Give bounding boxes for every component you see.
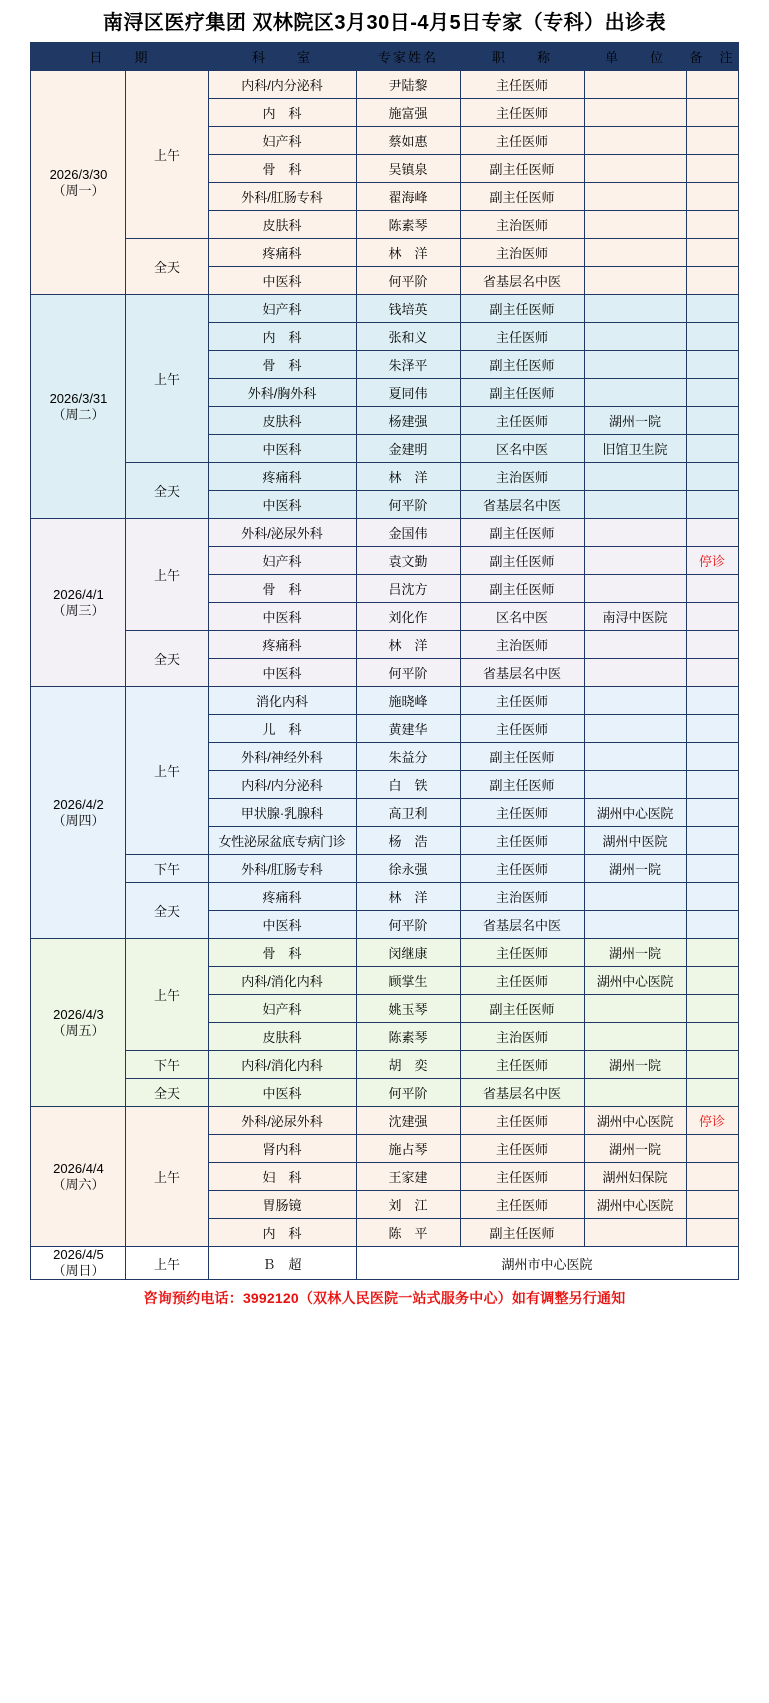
unit-cell: 湖州中心医院 [584,1191,686,1219]
dept-cell: 中医科 [208,603,356,631]
doctor-name-cell: 林 洋 [356,463,460,491]
status-badge: 停诊 [698,1114,725,1129]
dept-cell: 骨 科 [208,351,356,379]
weekday-value: （周五） [52,1022,105,1038]
session-cell: 下午 [126,1051,208,1079]
session-cell: 上午 [126,519,208,631]
dept-cell: 外科/胸外科 [208,379,356,407]
unit-cell: 湖州中心医院 [584,1107,686,1135]
doctor-title-cell: 主任医师 [460,127,584,155]
doctor-title-cell: 主任医师 [460,687,584,715]
dept-cell: 胃肠镜 [208,1191,356,1219]
note-cell [686,631,738,659]
dept-cell: 中医科 [208,267,356,295]
doctor-title-cell: 副主任医师 [460,295,584,323]
table-row [31,463,738,491]
doctor-name-cell: 何平阶 [356,659,460,687]
dept-cell: 妇产科 [208,127,356,155]
weekday-value: （周六） [52,1176,105,1192]
dept-cell: 中医科 [208,491,356,519]
col-header-note: 备 注 [686,43,738,71]
note-cell [686,575,738,603]
doctor-name-cell: 何平阶 [356,1079,460,1107]
note-cell [686,827,738,855]
unit-cell [584,155,686,183]
unit-cell [584,463,686,491]
doctor-title-cell: 区名中医 [460,603,584,631]
merged-info-cell: 湖州市中心医院 [356,1247,738,1280]
dept-cell: 女性泌尿盆底专病门诊 [208,827,356,855]
doctor-title-cell: 主任医师 [460,71,584,99]
table-row [31,1107,738,1135]
doctor-name-cell: 朱泽平 [356,351,460,379]
dept-cell: 骨 科 [208,575,356,603]
doctor-name-cell: 沈建强 [356,1107,460,1135]
table-row [31,687,738,715]
unit-cell: 湖州一院 [584,1051,686,1079]
dept-cell: 儿 科 [208,715,356,743]
note-cell [686,1219,738,1247]
doctor-name-cell: 夏同伟 [356,379,460,407]
note-cell [686,127,738,155]
note-cell [686,1051,738,1079]
weekday-value: （周二） [52,406,105,422]
doctor-title-cell: 主任医师 [460,855,584,883]
dept-cell: 中医科 [208,911,356,939]
doctor-title-cell: 主任医师 [460,1191,584,1219]
col-header-title: 职 称 [460,43,584,71]
doctor-title-cell: 副主任医师 [460,743,584,771]
note-cell [686,323,738,351]
note-cell [686,687,738,715]
note-cell [686,211,738,239]
doctor-title-cell: 区名中医 [460,435,584,463]
unit-cell [584,659,686,687]
page-title: 南浔区医疗集团 双林院区3月30日-4月5日专家（专科）出诊表 [102,12,667,34]
date-cell [31,1247,126,1280]
table-header-row [31,43,738,71]
doctor-title-cell: 副主任医师 [460,351,584,379]
table-row [31,939,738,967]
doctor-title-cell: 主任医师 [460,939,584,967]
dept-cell: 内 科 [208,99,356,127]
doctor-title-cell: 主任医师 [460,1107,584,1135]
col-header-dept: 科 室 [208,43,356,71]
note-cell [686,71,738,99]
note-cell [686,1135,738,1163]
note-cell [686,407,738,435]
date-value: 2026/4/4 [53,1160,104,1176]
date-value: 2026/3/31 [49,390,108,406]
doctor-name-cell: 刘化作 [356,603,460,631]
doctor-title-cell: 主治医师 [460,239,584,267]
note-cell [686,967,738,995]
doctor-name-cell: 陈素琴 [356,211,460,239]
table-row [31,239,738,267]
doctor-title-cell: 副主任医师 [460,379,584,407]
doctor-name-cell: 施占琴 [356,1135,460,1163]
doctor-title-cell: 副主任医师 [460,183,584,211]
dept-cell: 外科/泌尿外科 [208,1107,356,1135]
unit-cell [584,295,686,323]
unit-cell [584,883,686,911]
note-cell [686,883,738,911]
date-cell [31,939,126,1107]
doctor-name-cell: 陈素琴 [356,1023,460,1051]
doctor-name-cell: 黄建华 [356,715,460,743]
note-cell [686,799,738,827]
doctor-title-cell: 副主任医师 [460,995,584,1023]
dept-cell: 疼痛科 [208,463,356,491]
schedule-table [30,42,738,1280]
unit-cell [584,379,686,407]
doctor-name-cell: 何平阶 [356,491,460,519]
unit-cell [584,519,686,547]
doctor-name-cell: 何平阶 [356,911,460,939]
unit-cell [584,71,686,99]
unit-cell: 湖州一院 [584,407,686,435]
session-cell: 上午 [126,71,208,239]
note-cell [686,743,738,771]
session-cell: 全天 [126,883,208,939]
date-cell [31,1107,126,1247]
unit-cell: 湖州中心医院 [584,799,686,827]
note-cell [686,267,738,295]
unit-cell [584,995,686,1023]
unit-cell [584,351,686,379]
note-cell [686,295,738,323]
dept-cell: 外科/肛肠专科 [208,183,356,211]
doctor-name-cell: 金建明 [356,435,460,463]
unit-cell [584,631,686,659]
doctor-title-cell: 主任医师 [460,1135,584,1163]
doctor-title-cell: 主任医师 [460,827,584,855]
session-cell: 上午 [126,687,208,855]
doctor-title-cell: 主任医师 [460,407,584,435]
unit-cell [584,1219,686,1247]
doctor-title-cell: 主任医师 [460,99,584,127]
note-cell [686,1163,738,1191]
note-cell [686,239,738,267]
dept-cell: 疼痛科 [208,631,356,659]
doctor-title-cell: 省基层名中医 [460,267,584,295]
doctor-name-cell: 姚玉琴 [356,995,460,1023]
doctor-name-cell: 林 洋 [356,631,460,659]
doctor-title-cell: 省基层名中医 [460,1079,584,1107]
date-cell [31,295,126,519]
doctor-name-cell: 白 铁 [356,771,460,799]
note-cell [686,183,738,211]
dept-cell: 内 科 [208,1219,356,1247]
dept-cell: 中医科 [208,435,356,463]
note-cell [686,463,738,491]
date-value: 2026/4/3 [53,1006,104,1022]
dept-cell: 骨 科 [208,155,356,183]
doctor-name-cell: 钱培英 [356,295,460,323]
note-cell [686,379,738,407]
date-cell [31,71,126,295]
weekday-value: （周三） [52,602,105,618]
doctor-title-cell: 主治医师 [460,883,584,911]
weekday-value: （周日） [52,1263,105,1278]
doctor-name-cell: 吴镇泉 [356,155,460,183]
date-value: 2026/4/1 [53,586,104,602]
session-cell: 全天 [126,463,208,519]
dept-cell: 外科/肛肠专科 [208,855,356,883]
dept-cell: 皮肤科 [208,1023,356,1051]
session-cell: 上午 [126,1107,208,1247]
session-cell: 上午 [126,939,208,1051]
unit-cell [584,267,686,295]
unit-cell [584,127,686,155]
dept-cell: 妇产科 [208,995,356,1023]
doctor-title-cell: 主治医师 [460,1023,584,1051]
note-cell [686,855,738,883]
doctor-name-cell: 林 洋 [356,883,460,911]
dept-cell: 消化内科 [208,687,356,715]
dept-cell: 疼痛科 [208,883,356,911]
unit-cell [584,323,686,351]
doctor-name-cell: 胡 奕 [356,1051,460,1079]
dept-cell: 妇产科 [208,547,356,575]
note-cell [686,939,738,967]
unit-cell [584,491,686,519]
session-cell: 上午 [126,295,208,463]
unit-cell [584,99,686,127]
doctor-name-cell: 袁文勤 [356,547,460,575]
doctor-name-cell: 陈 平 [356,1219,460,1247]
unit-cell [584,239,686,267]
dept-cell: 中医科 [208,659,356,687]
date-cell [31,519,126,687]
unit-cell: 湖州中心医院 [584,967,686,995]
table-row [31,71,738,99]
dept-cell: 疼痛科 [208,239,356,267]
table-row [31,295,738,323]
col-header-name: 专家姓名 [356,43,460,71]
date-value: 2026/3/30 [49,166,108,182]
doctor-name-cell: 蔡如惠 [356,127,460,155]
table-row [31,1051,738,1079]
doctor-title-cell: 主任医师 [460,799,584,827]
doctor-name-cell: 金国伟 [356,519,460,547]
note-cell [686,519,738,547]
note-cell [686,715,738,743]
doctor-title-cell: 主任医师 [460,1051,584,1079]
doctor-name-cell: 林 洋 [356,239,460,267]
doctor-name-cell: 翟海峰 [356,183,460,211]
dept-cell: 肾内科 [208,1135,356,1163]
dept-cell: 骨 科 [208,939,356,967]
unit-cell [584,1023,686,1051]
date-value: 2026/4/2 [53,796,104,812]
dept-cell: 外科/泌尿外科 [208,519,356,547]
dept-cell: 妇 科 [208,1163,356,1191]
doctor-title-cell: 主治医师 [460,463,584,491]
col-header-unit: 单 位 [584,43,686,71]
doctor-name-cell: 吕沈方 [356,575,460,603]
doctor-title-cell: 省基层名中医 [460,491,584,519]
doctor-name-cell: 高卫利 [356,799,460,827]
unit-cell [584,211,686,239]
doctor-title-cell: 副主任医师 [460,547,584,575]
dept-cell: 内科/内分泌科 [208,771,356,799]
table-row [31,1079,738,1107]
table-row [31,631,738,659]
doctor-title-cell: 副主任医师 [460,519,584,547]
unit-cell [584,547,686,575]
dept-cell: 内科/内分泌科 [208,71,356,99]
weekday-value: （周一） [52,182,105,198]
dept-cell: 甲状腺·乳腺科 [208,799,356,827]
unit-cell: 湖州中医院 [584,827,686,855]
unit-cell [584,1079,686,1107]
unit-cell [584,715,686,743]
doctor-title-cell: 主任医师 [460,1163,584,1191]
dept-cell: 皮肤科 [208,407,356,435]
date-value: 2026/4/5 [53,1247,104,1262]
note-cell [686,1079,738,1107]
doctor-name-cell: 施富强 [356,99,460,127]
unit-cell [584,687,686,715]
note-cell [686,351,738,379]
doctor-title-cell: 省基层名中医 [460,911,584,939]
note-cell [686,99,738,127]
dept-cell: 妇产科 [208,295,356,323]
doctor-title-cell: 主治医师 [460,631,584,659]
note-cell [686,1107,738,1135]
session-cell: 上午 [126,1247,208,1280]
table-row [31,519,738,547]
note-cell [686,435,738,463]
doctor-title-cell: 主任医师 [460,967,584,995]
unit-cell [584,771,686,799]
doctor-title-cell: 副主任医师 [460,1219,584,1247]
note-cell [686,603,738,631]
doctor-name-cell: 王家建 [356,1163,460,1191]
note-cell [686,911,738,939]
doctor-name-cell: 何平阶 [356,267,460,295]
doctor-name-cell: 徐永强 [356,855,460,883]
dept-cell: 内 科 [208,323,356,351]
doctor-name-cell: 杨建强 [356,407,460,435]
doctor-name-cell: 杨 浩 [356,827,460,855]
unit-cell [584,575,686,603]
note-cell [686,155,738,183]
table-body [31,71,738,1280]
session-cell: 全天 [126,631,208,687]
note-cell [686,771,738,799]
note-cell [686,491,738,519]
dept-cell: 内科/消化内科 [208,1051,356,1079]
note-cell [686,995,738,1023]
dept-cell: 外科/神经外科 [208,743,356,771]
unit-cell [584,743,686,771]
table-row [31,1247,738,1280]
doctor-title-cell: 省基层名中医 [460,659,584,687]
footer-notice: 咨询预约电话：3992120（双林人民医院一站式服务中心）如有调整另行通知 [143,1290,626,1306]
unit-cell: 南浔中医院 [584,603,686,631]
session-cell: 全天 [126,1079,208,1107]
col-header-date: 日 期 [31,43,208,71]
unit-cell [584,183,686,211]
doctor-name-cell: 闵继康 [356,939,460,967]
status-badge: 停诊 [698,554,725,569]
unit-cell: 湖州妇保院 [584,1163,686,1191]
note-cell [686,1023,738,1051]
dept-cell: 中医科 [208,1079,356,1107]
dept-cell: Ｂ 超 [208,1247,356,1280]
unit-cell [584,911,686,939]
dept-cell: 皮肤科 [208,211,356,239]
doctor-name-cell: 张和义 [356,323,460,351]
doctor-name-cell: 尹陆黎 [356,71,460,99]
dept-cell: 内科/消化内科 [208,967,356,995]
unit-cell: 湖州一院 [584,1135,686,1163]
doctor-title-cell: 副主任医师 [460,771,584,799]
table-row [31,855,738,883]
note-cell [686,1191,738,1219]
unit-cell: 旧馆卫生院 [584,435,686,463]
session-cell: 下午 [126,855,208,883]
doctor-title-cell: 副主任医师 [460,155,584,183]
doctor-title-cell: 主任医师 [460,715,584,743]
weekday-value: （周四） [52,812,105,828]
doctor-name-cell: 朱益分 [356,743,460,771]
doctor-title-cell: 主治医师 [460,211,584,239]
doctor-name-cell: 顾掌生 [356,967,460,995]
session-cell: 全天 [126,239,208,295]
unit-cell: 湖州一院 [584,855,686,883]
doctor-title-cell: 主任医师 [460,323,584,351]
note-cell [686,659,738,687]
doctor-name-cell: 刘 江 [356,1191,460,1219]
doctor-title-cell: 副主任医师 [460,575,584,603]
table-row [31,883,738,911]
note-cell [686,547,738,575]
date-cell [31,687,126,939]
doctor-name-cell: 施晓峰 [356,687,460,715]
unit-cell: 湖州一院 [584,939,686,967]
